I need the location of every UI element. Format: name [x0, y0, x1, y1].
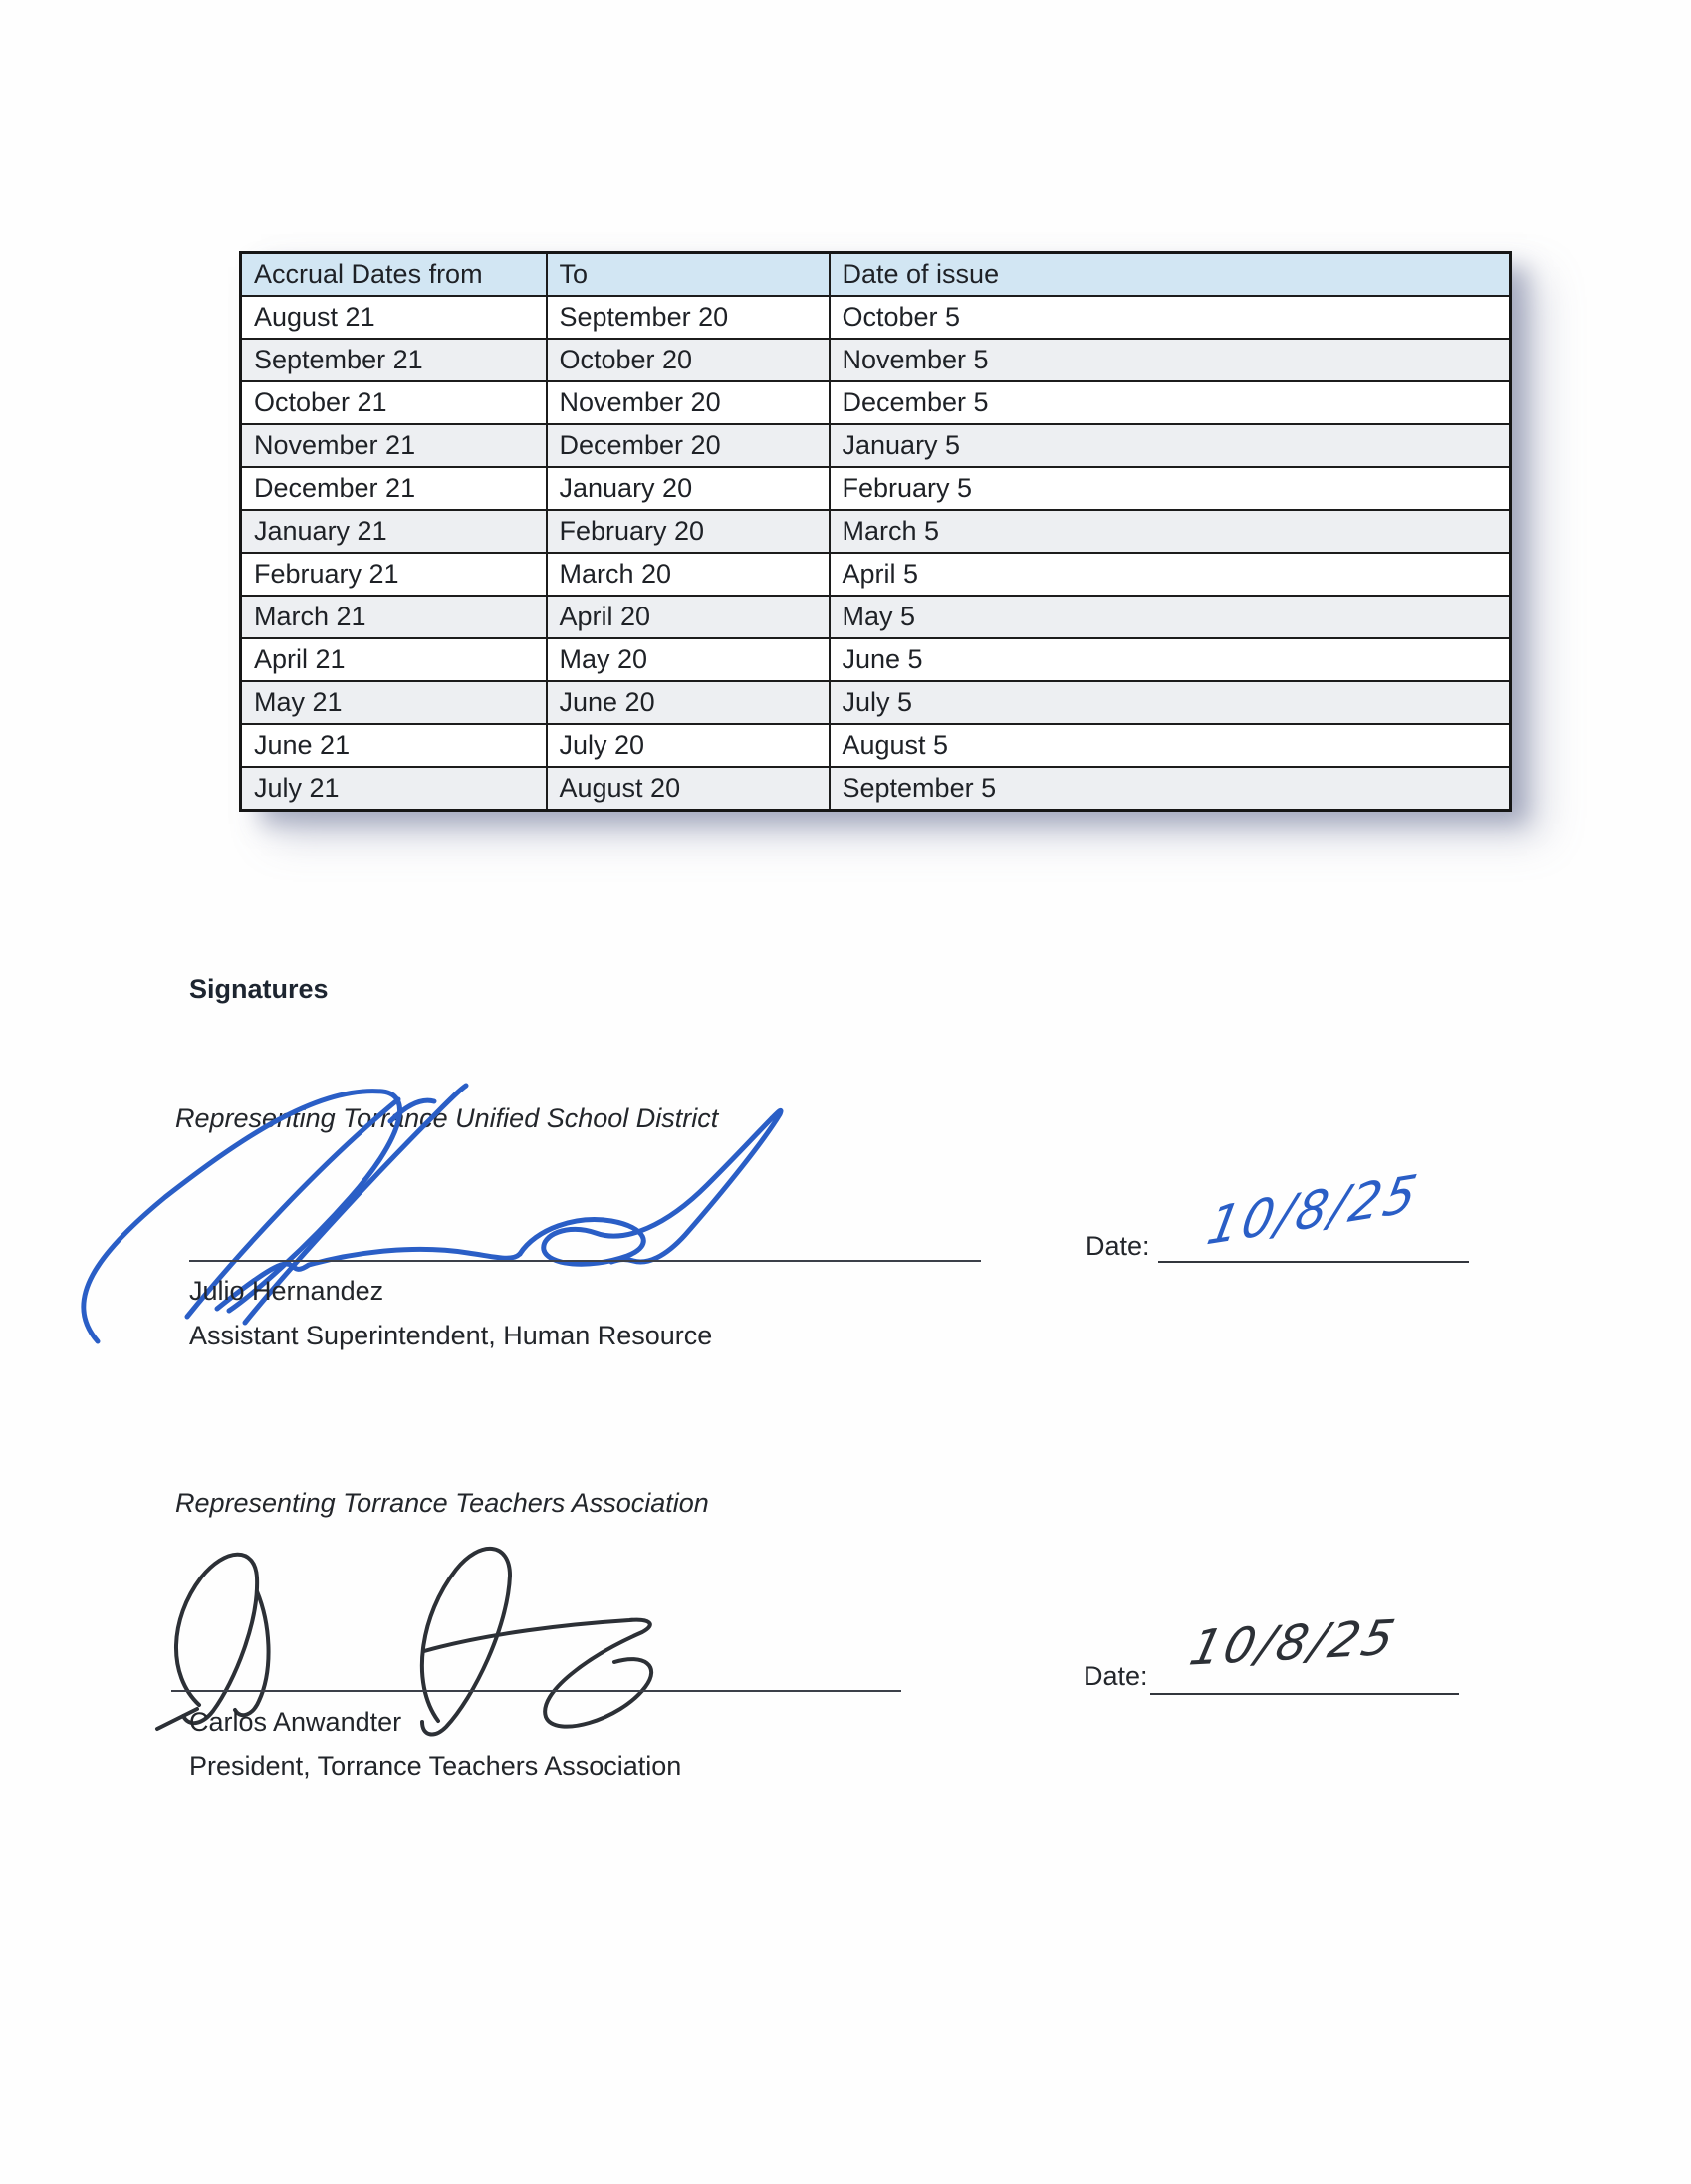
- col-header-date-of-issue: Date of issue: [830, 253, 1511, 297]
- association-signer-name: Carlos Anwandter: [189, 1707, 402, 1737]
- col-header-to: To: [547, 253, 830, 297]
- table-header-row: [241, 253, 1511, 297]
- cell-to: January 20: [547, 467, 830, 510]
- cell-issue: March 5: [830, 510, 1511, 553]
- cell-to: August 20: [547, 767, 830, 811]
- cell-issue: August 5: [830, 724, 1511, 767]
- table-row: [241, 638, 1511, 681]
- table-row: [241, 681, 1511, 724]
- district-representing-label: Representing Torrance Unified School District: [175, 1103, 719, 1133]
- association-date-line: [1150, 1693, 1459, 1695]
- table-row: [241, 424, 1511, 467]
- table-row: [241, 296, 1511, 339]
- cell-to: April 20: [547, 596, 830, 638]
- table-row: [241, 339, 1511, 381]
- cell-from: May 21: [241, 681, 547, 724]
- cell-to: March 20: [547, 553, 830, 596]
- signatures-heading: Signatures: [189, 974, 329, 1004]
- district-date-handwritten: 10/8/25: [1202, 1162, 1425, 1258]
- cell-to: October 20: [547, 339, 830, 381]
- cell-issue: April 5: [830, 553, 1511, 596]
- district-date-label: Date:: [1086, 1231, 1150, 1261]
- cell-issue: February 5: [830, 467, 1511, 510]
- district-date-line: [1158, 1261, 1469, 1263]
- cell-to: May 20: [547, 638, 830, 681]
- cell-from: November 21: [241, 424, 547, 467]
- accrual-schedule-table: [239, 251, 1512, 812]
- table-row: [241, 596, 1511, 638]
- cell-from: April 21: [241, 638, 547, 681]
- cell-to: July 20: [547, 724, 830, 767]
- cell-issue: January 5: [830, 424, 1511, 467]
- cell-issue: July 5: [830, 681, 1511, 724]
- table-row: [241, 510, 1511, 553]
- cell-from: December 21: [241, 467, 547, 510]
- association-signer-title: President, Torrance Teachers Association: [189, 1751, 682, 1781]
- cell-from: February 21: [241, 553, 547, 596]
- association-date-handwritten: 10/8/25: [1184, 1609, 1403, 1677]
- district-signature-ink: [70, 1056, 807, 1354]
- cell-issue: September 5: [830, 767, 1511, 811]
- cell-issue: October 5: [830, 296, 1511, 339]
- cell-from: March 21: [241, 596, 547, 638]
- cell-to: June 20: [547, 681, 830, 724]
- district-signer-name: Julio Hernandez: [189, 1276, 384, 1306]
- association-date-label: Date:: [1084, 1661, 1148, 1691]
- association-signature-line: [171, 1690, 901, 1692]
- cell-to: September 20: [547, 296, 830, 339]
- cell-issue: May 5: [830, 596, 1511, 638]
- cell-to: November 20: [547, 381, 830, 424]
- cell-from: January 21: [241, 510, 547, 553]
- table-row: [241, 381, 1511, 424]
- district-signer-title: Assistant Superintendent, Human Resource: [189, 1321, 713, 1350]
- table-row: [241, 724, 1511, 767]
- table-row: [241, 553, 1511, 596]
- cell-from: October 21: [241, 381, 547, 424]
- cell-from: July 21: [241, 767, 547, 811]
- cell-to: December 20: [547, 424, 830, 467]
- cell-issue: December 5: [830, 381, 1511, 424]
- cell-from: June 21: [241, 724, 547, 767]
- cell-issue: June 5: [830, 638, 1511, 681]
- accrual-schedule-table-wrap: [239, 251, 1509, 812]
- district-signature-line: [189, 1260, 981, 1262]
- col-header-accrual-from: Accrual Dates from: [241, 253, 547, 297]
- association-representing-label: Representing Torrance Teachers Association: [175, 1488, 709, 1518]
- cell-issue: November 5: [830, 339, 1511, 381]
- table-row: [241, 767, 1511, 811]
- cell-from: August 21: [241, 296, 547, 339]
- cell-to: February 20: [547, 510, 830, 553]
- cell-from: September 21: [241, 339, 547, 381]
- table-row: [241, 467, 1511, 510]
